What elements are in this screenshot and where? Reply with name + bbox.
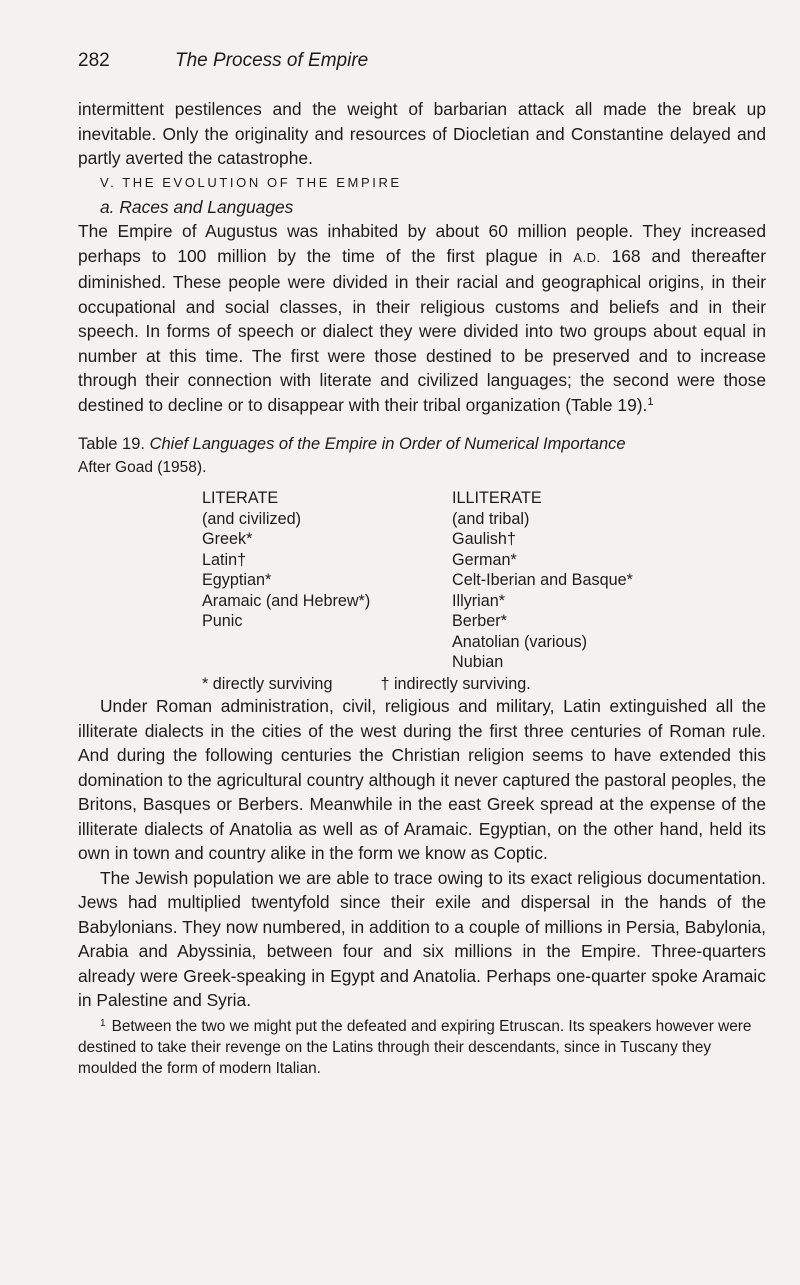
section-heading: V. THE EVOLUTION OF THE EMPIRE: [100, 174, 402, 190]
footnote-marker: 1: [100, 1017, 106, 1029]
running-title: The Process of Empire: [175, 50, 369, 71]
running-head: [78, 50, 368, 72]
page-body: [78, 97, 766, 1079]
note-directly-surviving: * directly surviving: [202, 675, 333, 693]
paragraph-intro: intermittent pestilences and the weight of barbarian attack all made the break up inevitable. Only the originality and resources of Diocletian and Constantine delayed and partly averted the catastrophe.: [78, 99, 766, 168]
paragraph-text-part: 168 and thereafter diminished. These people were divided in their racial and geographical origins, in their occupational and social classes, in their religious customs and beliefs and in their speech. In forms of speech or dialect they were divided into two groups about equal in number at this time. The first were those destined to be preserved and to increase through their connection with literate and civilized languages; the second were those destined to decline or to disappear with their tribal organization (Table 19).: [78, 245, 766, 415]
column-heading: LITERATE: [202, 489, 279, 507]
note-indirectly-surviving: † indirectly surviving.: [380, 675, 531, 693]
literate-column: [202, 488, 370, 632]
language-item: Gaulish†: [452, 530, 516, 548]
column-subheading: (and tribal): [452, 509, 530, 528]
illiterate-column: [452, 488, 633, 673]
language-item: Latin†: [202, 550, 247, 569]
language-item: German*: [452, 550, 517, 569]
language-item: Celt-Iberian and Basque*: [452, 571, 633, 589]
paragraph-latin-spread: Under Roman administration, civil, religious and military, Latin extinguished all the illiterate dialects in the cities of the west during the first three centuries of Roman rule. And during the following centuries the Christian religion seems to have extended this domination to the agricultural country although it never captured the pastoral peoples, the Britons, Basques or Berbers. Meanwhile in the east Greek spread at the expense of the illiterate dialects of Anatolia as well as of Aramaic. Egyptian, on the other hand, held its own in town and country alike in the form we know as Coptic.: [78, 696, 766, 863]
table-title: Chief Languages of the Empire in Order of Numerical Importance: [149, 435, 626, 453]
paragraph-empire-population: [78, 219, 766, 417]
language-item: Punic: [202, 612, 243, 630]
column-subheading: (and civilized): [202, 509, 301, 528]
paragraph-text-part: The Empire of Augustus was inhabited by about 60 million people. They increased perhaps to 100 million by the time of the first plague in: [78, 221, 766, 266]
subsection-heading: a. Races and Languages: [100, 196, 294, 217]
era-abbreviation: A.D.: [573, 249, 601, 265]
footnote-reference: 1: [647, 395, 654, 408]
language-item: Egyptian*: [202, 571, 272, 589]
table-label: Table 19.: [78, 435, 145, 453]
footnote-text: Between the two we might put the defeated and expiring Etruscan. Its speakers however were destined to take their revenge on the Latins through their descendants, since in Tuscany they moulded the form of modern Italian.: [78, 1017, 752, 1077]
footnote: [78, 1013, 766, 1079]
language-item: Aramaic (and Hebrew*): [202, 591, 371, 610]
table-caption: [78, 432, 766, 456]
language-item: Nubian: [452, 653, 504, 671]
table-notes: [202, 674, 531, 695]
language-item: Illyrian*: [452, 591, 506, 610]
paragraph-jewish-population: The Jewish population we are able to trace owing to its exact religious documentation. Jews had multiplied twentyfold since their exile and dispersal in the hands of the Babylonians. They now numbered, in addition to a couple of millions in Persia, Babylonia, Arabia and Abyssinia, between four and six millions in the Empire. Three-quarters already were Greek-speaking in Egypt and Anatolia. Perhaps one-quarter spoke Aramaic in Palestine and Syria.: [78, 867, 766, 1010]
table-source: After Goad (1958).: [78, 459, 207, 476]
page-number: 282: [78, 50, 110, 71]
languages-table: [78, 488, 766, 694]
language-item: Greek*: [202, 530, 253, 548]
language-item: Berber*: [452, 612, 507, 630]
language-item: Anatolian (various): [452, 632, 587, 651]
column-heading: ILLITERATE: [452, 489, 542, 507]
